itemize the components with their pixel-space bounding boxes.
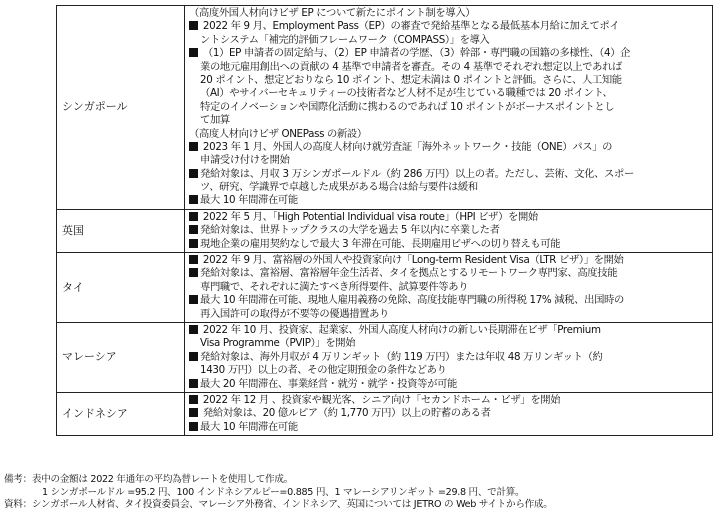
table-row <box>57 322 713 392</box>
bullet-square-icon <box>189 225 198 234</box>
visa-policy-table <box>56 5 713 436</box>
policy-line-text: 業の地元雇用創出への貢献の 4 基準で申請者を審査。その 4 基準でそれぞれ想定以上であれば <box>200 60 622 73</box>
policy-line-text: 再入国許可の取得が不要等の優遇措置あり <box>200 307 389 320</box>
policy-line <box>189 61 707 74</box>
bullet-square-icon <box>189 48 198 57</box>
policy-line-text: 2022 年 10 月、投資家、起業家、外国人高度人材向けの新しい長期滞在ビザ「Premium <box>200 323 601 336</box>
bullet-square-icon <box>189 295 198 304</box>
country-cell: マレーシア <box>57 322 185 392</box>
bullet-square-icon <box>189 142 198 151</box>
policy-line-text: 2022 年 12 月 、投資家や観光客、シニア向け「セカンドホーム・ビザ」を開始 <box>200 393 561 406</box>
policy-line <box>189 224 707 237</box>
policy-line-text: 発給対象は、20 億ルピア（約 1,770 万円）以上の貯蓄のある者 <box>200 407 491 420</box>
table-row <box>57 209 713 252</box>
policy-cell <box>185 322 713 392</box>
policy-cell <box>185 209 713 252</box>
policy-line <box>189 254 707 267</box>
policy-cell <box>185 253 713 323</box>
policy-line <box>189 194 707 207</box>
policy-line-text: 1430 万円）以上の者、その他定期預金の条件などあり <box>200 364 447 377</box>
bullet-square-icon <box>189 255 198 264</box>
policy-line-text: （AI）やサイバーセキュリティーの技術者など人材不足が生じている職種では 20 ポイント、 <box>200 87 613 100</box>
bullet-square-icon <box>189 212 198 221</box>
bullet-square-icon <box>189 239 198 248</box>
policy-line-text: 最大 10 年間滞在可能 <box>200 420 298 433</box>
policy-line <box>189 20 707 33</box>
policy-cell <box>185 392 713 435</box>
policy-line-text: 2022 年 5 月、「High Potential Individual visa route」（HPI ビザ）を開始 <box>200 210 538 223</box>
bullet-square-icon <box>189 379 198 388</box>
policy-line <box>189 267 707 280</box>
policy-line <box>189 74 707 87</box>
policy-line-text: 発給対象は、世界トップクラスの大学を過去 5 年以内に卒業した者 <box>200 224 500 237</box>
policy-line-text: て加算 <box>200 114 230 127</box>
policy-line-text: 2023 年 1 月、外国人の高度人材向け就労査証「海外ネットワーク・技能（ONE）パス」の <box>200 140 613 153</box>
policy-line <box>189 238 707 251</box>
policy-line-text: （高度人材向けビザ ONEPass の新設） <box>189 127 367 140</box>
policy-line <box>189 128 707 141</box>
bullet-square-icon <box>189 325 198 334</box>
policy-line <box>189 308 707 321</box>
policy-line-text: 申請受け付けを開始 <box>200 154 290 167</box>
policy-line <box>189 34 707 47</box>
policy-line-text: 発給対象は、富裕層、富裕層年金生活者、タイを拠点とするリモートワーク専門家、高度技能 <box>200 267 618 280</box>
policy-line <box>189 47 707 60</box>
policy-line <box>189 211 707 224</box>
policy-line-text: 専門職で、それぞれに満たすべき所得要件、試算要件等あり <box>200 280 469 293</box>
bullet-square-icon <box>189 21 198 30</box>
policy-line <box>189 364 707 377</box>
policy-line <box>189 101 707 114</box>
policy-line <box>189 324 707 337</box>
policy-line-text: （高度外国人材向けビザ EP について新たにポイント制を導入） <box>189 7 476 19</box>
note-source: 資料：シンガポール人材省、タイ投資委員会、マレーシア外務省、インドネシア、英国については JETRO の Web サイトから作成。 <box>4 499 553 510</box>
table-row <box>57 253 713 323</box>
table-row <box>57 392 713 435</box>
policy-cell <box>185 6 713 210</box>
policy-line-text: 特定のイノベーションや国際化活動に携わるのであれば 10 ポイントがボーナスポイントとし <box>200 100 615 113</box>
policy-line <box>189 378 707 391</box>
policy-line <box>189 141 707 154</box>
policy-line-text: （1）EP 申請者の固定給与、（2）EP 申請者の学歴、（3）幹部・専門職の国籍の多様性、（4）企 <box>200 47 631 60</box>
country-cell: シンガポール <box>57 6 185 210</box>
policy-line <box>189 421 707 434</box>
country-cell: タイ <box>57 253 185 323</box>
bullet-square-icon <box>189 422 198 431</box>
note-rates: 1 シンガポールドル =95.2 円、100 インドネシアルピー=0.885 円、1 マレーシアリンギット =29.8 円、で計算。 <box>42 486 525 498</box>
policy-line <box>189 168 707 181</box>
policy-line <box>189 181 707 194</box>
bullet-square-icon <box>189 408 198 417</box>
table-row <box>57 6 713 210</box>
policy-line <box>189 407 707 420</box>
policy-line-text: 発給対象は、月収 3 万シンガポールドル（約 286 万円）以上の者。ただし、芸術、文化、スポー <box>200 167 634 180</box>
policy-line <box>189 114 707 127</box>
policy-line-text: ントシステム「補完的評価フレームワーク（COMPASS）」を導入 <box>200 33 490 46</box>
bullet-square-icon <box>189 395 198 404</box>
bullet-square-icon <box>189 169 198 178</box>
country-cell: 英国 <box>57 209 185 252</box>
policy-line-text: 最大 10 年間滞在可能、現地人雇用義務の免除、高度技能専門職の所得税 17% 減税、出国時の <box>200 294 624 307</box>
bullet-square-icon <box>189 195 198 204</box>
policy-line <box>189 7 707 20</box>
policy-line-text: 最大 10 年間滞在可能 <box>200 194 298 207</box>
policy-line-text: 最大 20 年間滞在、事業経営・就労・就学・投資等が可能 <box>200 377 457 390</box>
policy-line-text: 発給対象は、海外月収が 4 万リンギット（約 119 万円）または年収 48 万リンギット（約 <box>200 350 603 363</box>
policy-line-text: 現地企業の雇用契約なしで最大 3 年滞在可能、長期雇用ビザへの切り替えも可能 <box>200 237 561 250</box>
country-cell: インドネシア <box>57 392 185 435</box>
policy-line-text: Visa Programme（PVIP）」を開始 <box>200 337 356 350</box>
policy-line-text: 2022 年 9 月、Employment Pass（EP）の審査で発給基準となる最低基本月給に加えてポイ <box>200 20 620 33</box>
policy-line-text: ツ、研究、学識界で卓越した成果がある場合は給与要件は緩和 <box>200 181 478 194</box>
bullet-square-icon <box>189 268 198 277</box>
policy-line <box>189 281 707 294</box>
policy-line <box>189 154 707 167</box>
policy-line <box>189 294 707 307</box>
bullet-square-icon <box>189 352 198 361</box>
policy-line-text: 2022 年 9 月、富裕層の外国人や投資家向け「Long-term Resident Visa（LTR ビザ）」を開始 <box>200 254 624 267</box>
table-notes <box>4 474 553 512</box>
policy-line <box>189 337 707 350</box>
policy-line <box>189 394 707 407</box>
note-exchange-rate: 備考：表中の金額は 2022 年通年の平均為替レートを使用して作成。 <box>4 474 293 485</box>
policy-line-text: 20 ポイント、想定どおりなら 10 ポイント、想定未満は 0 ポイントと評価。さらに、人工知能 <box>200 73 622 86</box>
policy-line <box>189 87 707 100</box>
policy-line <box>189 351 707 364</box>
